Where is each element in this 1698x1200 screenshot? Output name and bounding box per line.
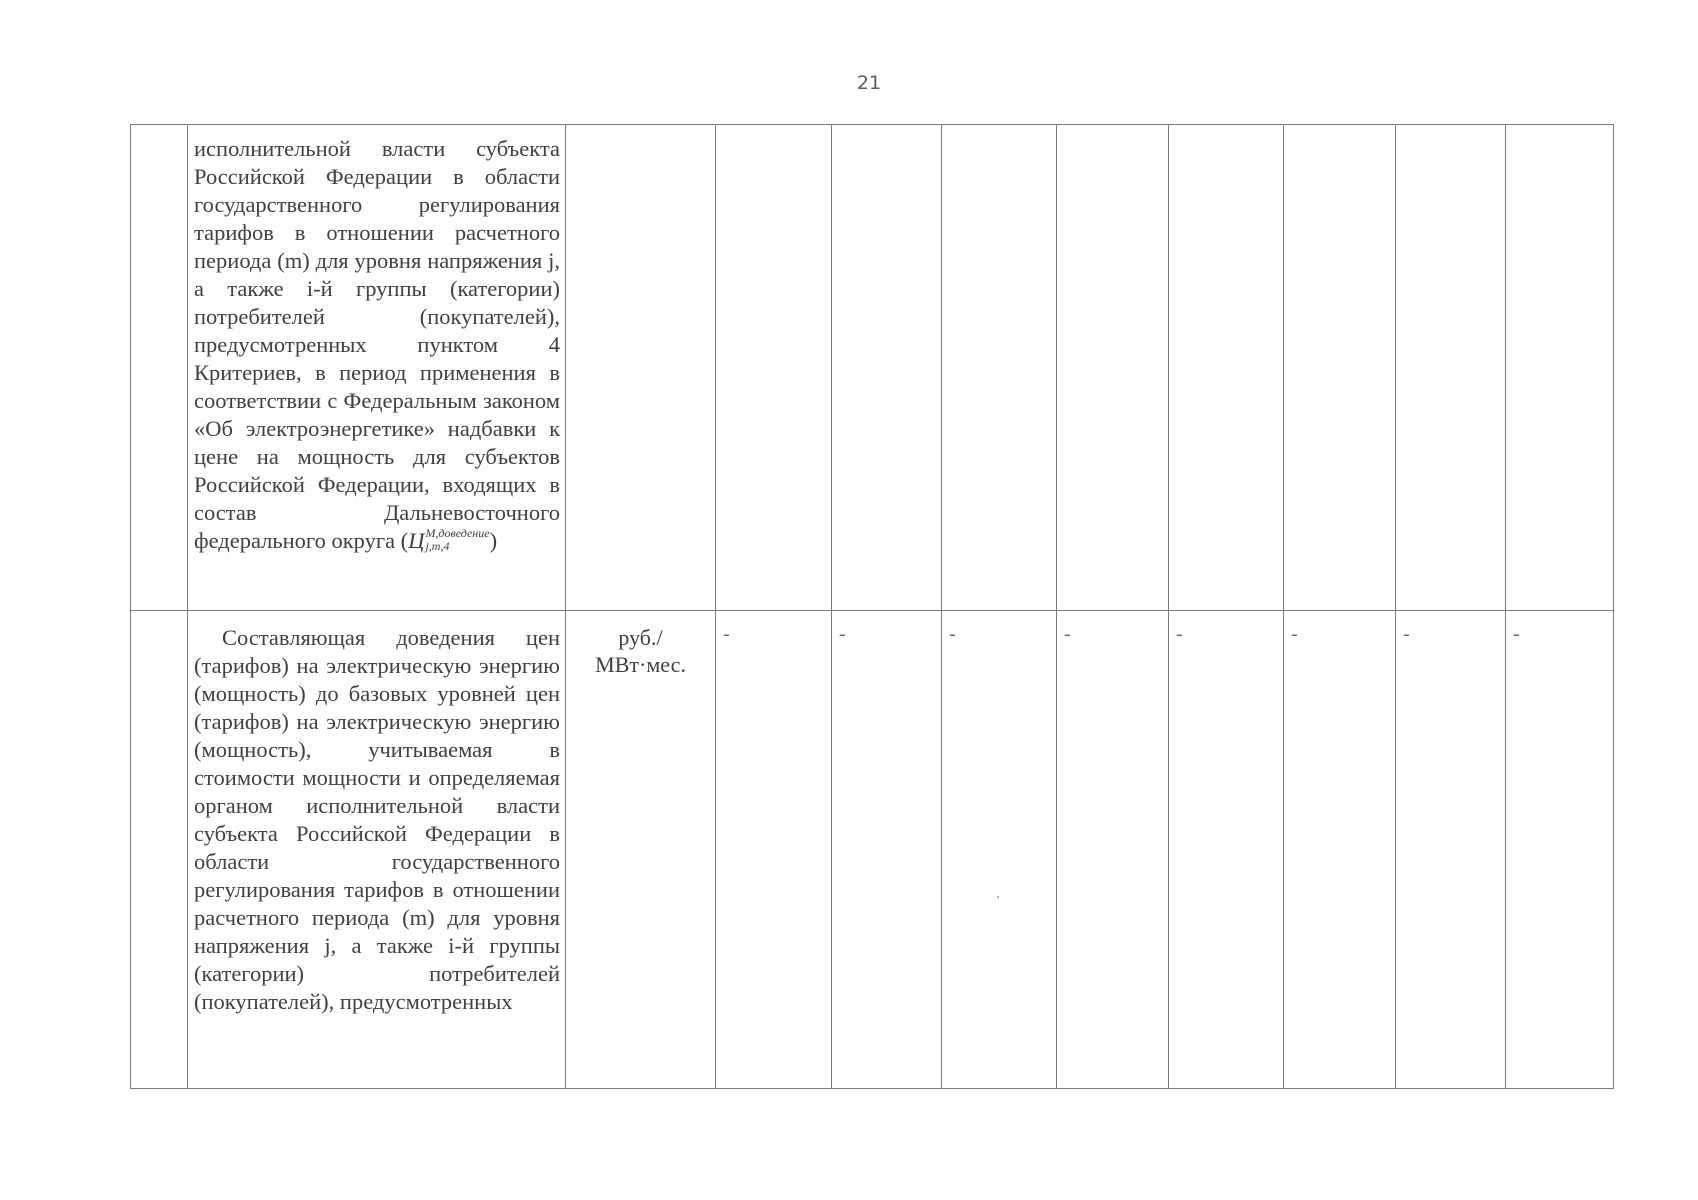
row-number-cell xyxy=(131,611,188,1089)
value-cell: - xyxy=(1057,611,1169,1089)
value-cell: - xyxy=(1284,611,1396,1089)
row-number-cell xyxy=(131,125,188,611)
value-cell xyxy=(1057,125,1169,611)
value-cell: - xyxy=(942,611,1057,1089)
formula-subscript: j,m,4 xyxy=(425,538,450,553)
value-cell xyxy=(942,125,1057,611)
unit-line-1: руб./ xyxy=(618,625,663,650)
tariff-table xyxy=(130,124,1614,1089)
value-cell xyxy=(716,125,832,611)
description-cell xyxy=(188,125,566,611)
value-cell: - xyxy=(1169,611,1284,1089)
unit-cell xyxy=(566,611,716,1089)
value-cell xyxy=(1284,125,1396,611)
value-cell: - xyxy=(1396,611,1506,1089)
scan-speck xyxy=(997,896,999,898)
value-cell xyxy=(1506,125,1614,611)
table-row xyxy=(131,125,1614,611)
value-cell xyxy=(832,125,942,611)
description-text: исполнительной власти субъекта Российской Федерации в области государственного регулирования тарифов в отношении расчетного периода (m) для уровня напряжения j, а также i-й группы (категории) потребителей (покупателей), предусмотренных пунктом 4 Критериев, в период применения в соответствии с Федеральным законом «Об электроэнергетике» надбавки к цене на мощность для субъектов Российской Федерации, входящих в состав Дальневосточного федерального округа ( xyxy=(194,136,560,553)
formula xyxy=(408,525,490,553)
formula-indices xyxy=(425,527,489,553)
description-cell: Составляющая доведения цен (тарифов) на электрическую энергию (мощность) до базовых уровней цен (тарифов) на электрическую энергию (мощность), учитываемая в стоимости мощности и определяемая органом исполнительной власти субъекта Российской Федерации в области государственного регулирования тарифов в отношении расчетного периода (m) для уровня напряжения j, а также i-й группы (категории) потребителей (покупателей), предусмотренных xyxy=(188,611,566,1089)
description-end: ) xyxy=(489,528,498,553)
unit-line-2: МВт·мес. xyxy=(595,652,686,677)
table-row xyxy=(131,611,1614,1089)
value-cell xyxy=(1169,125,1284,611)
value-cell: - xyxy=(1506,611,1614,1089)
value-cell xyxy=(1396,125,1506,611)
formula-symbol: Ц xyxy=(408,528,425,553)
value-cell: - xyxy=(716,611,832,1089)
page-number: 21 xyxy=(856,72,882,94)
formula-superscript: M,доведение xyxy=(425,525,490,540)
value-cell: - xyxy=(832,611,942,1089)
unit-cell xyxy=(566,125,716,611)
